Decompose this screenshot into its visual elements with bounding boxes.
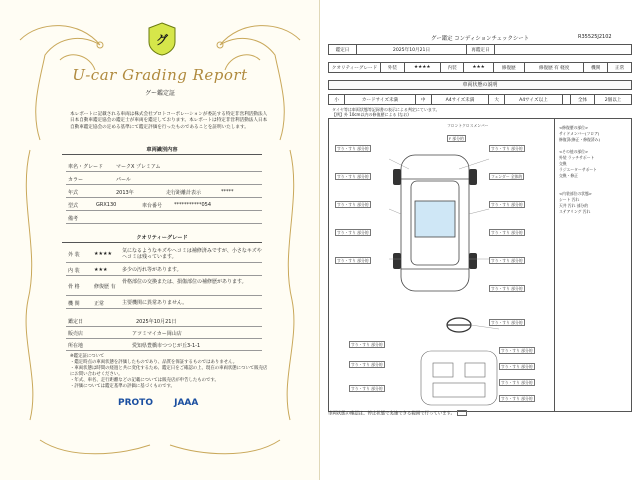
vehicle-row-color: カラー パール bbox=[66, 173, 262, 185]
diagram-label-0: フロントクロスメンバー bbox=[447, 123, 489, 128]
diagram-label-18: すり・すり 部分的 bbox=[501, 380, 533, 385]
section-vehicle-heading: 車両識別内容 bbox=[62, 146, 262, 155]
diagram-label-17: すり・すり 部分的 bbox=[501, 364, 533, 369]
vehicle-row-year: 年式 2013年 走行距離計表示 ***** bbox=[66, 186, 262, 198]
vehicle-row-model: 型式 GRX130 車台番号 ***********054 bbox=[66, 199, 262, 211]
jaaa-logo: JAAA bbox=[174, 398, 199, 408]
diagram-label-3: F 部分的 bbox=[449, 136, 464, 141]
address-row: 所在地 愛知県豊橋市つつじが丘3-1-1 bbox=[66, 339, 262, 351]
certificate-intro: 本レポートに記載される車両は株式会社プロトコーポレーションが委託する特定非営利活動法人日本自動車鑑定協会の鑑定士が車両を鑑定しております。本レポートは特定非営利活動法人日本自動車鑑定協会の定める基準にて鑑定評価を行ったものであることを証明いたします。 bbox=[70, 112, 268, 130]
quality-grade-table: クオリティーグレード 外装 ★★★★ 内装 ★★★ 修復歴 修復歴 有 軽度 機関 正常 bbox=[328, 62, 632, 73]
diagram-label-7: すり・すり 部分的 bbox=[491, 202, 523, 207]
diagram-label-8: すり・すり 部分的 bbox=[337, 230, 369, 235]
size-legend-table: 小 カードサイズ未満 中 A4サイズ未満 大 A4サイズ以上 全体 2個以上 bbox=[328, 94, 632, 105]
diagram-label-20: すり・すり 部分的 bbox=[501, 396, 533, 401]
vehicle-row-name: 車名・グレード マークX プレミアム bbox=[66, 160, 262, 172]
sheet-note-1: タイヤ等は車両状態等記録書の表示による判定にています。 bbox=[332, 107, 440, 112]
sheet-note-2: 【例】外 10cm以内の修復歴による (なお) bbox=[332, 112, 409, 117]
vehicle-row-remarks: 備考 bbox=[66, 212, 262, 224]
diagram-label-16: すり・すり 部分的 bbox=[501, 348, 533, 353]
diagram-label-4: すり・すり 部分的 bbox=[337, 174, 369, 179]
diagram-label-1: すり・すり 部分的 bbox=[337, 146, 369, 151]
sheet-footer-note: 車両状態の確認は、停止状態で実施できる範囲で行っています。 bbox=[328, 410, 467, 417]
condition-check-sheet bbox=[320, 0, 640, 480]
diagram-label-14: すり・すり 部分的 bbox=[351, 342, 383, 347]
sponsor-logos bbox=[118, 398, 198, 408]
condition-band: 車両状態の説明 bbox=[328, 80, 632, 90]
certificate-notes: ※鑑定証について ・鑑定時点の車両状態を評価したものであり、品質を保証するものではありません。 ・車両状態は時間の経過と共に変化するため、鑑定日をご確認の上、現在の車両状態について販売店にお問い合わせください。 ・年式、車名、走行距離などの記載については販売店が申告したものです。 ・評価については鑑定基準の評価に基づくものです。 bbox=[70, 354, 268, 389]
side-notes-panel: <修復歴の部位> サイドメンバー(フロア) 修復済(修正・修復済み) <その他の部位> 外装 ラッチサポート 交換 ラジエーターサポート 交換・修正 <内装部位の状態> シート 汚れ 天井 汚れ 部分的 ステアリング 汚れ bbox=[555, 118, 632, 412]
grade-row-frame: 骨 格 修復歴 有 骨格部位の交換または、損傷部位の補修歴があります。 bbox=[66, 276, 262, 296]
goo-kantei-badge-icon bbox=[147, 22, 177, 56]
diagram-label-10: すり・すり 部分的 bbox=[337, 258, 369, 263]
diagram-label-12: すり・すり 部分的 bbox=[491, 286, 523, 291]
diagram-label-2: すり・すり 部分的 bbox=[491, 146, 523, 151]
appraisal-date-table: 鑑定日 2025年10月21日 再鑑定日 bbox=[328, 44, 632, 55]
diagram-label-15: すり・すり 部分的 bbox=[351, 362, 383, 367]
grade-row-exterior: 外 装 ★★★★ 気になるようなキズやヘコミは補修済みですが、小さなキズやヘコミは残っています。 bbox=[66, 246, 262, 263]
certificate-subtitle: グー鑑定証 bbox=[144, 90, 175, 97]
diagram-label-13: すり・すり 部分的 bbox=[491, 320, 523, 325]
diagram-label-11: すり・すり 部分的 bbox=[491, 258, 523, 263]
certificate-title: U-car Grading Report bbox=[72, 66, 248, 84]
diagram-label-9: すり・すり 部分的 bbox=[491, 230, 523, 235]
sheet-title: グー鑑定 コンディションチェックシート bbox=[430, 36, 530, 42]
appraisal-date-row: 鑑定日 2025年10月21日 bbox=[66, 315, 262, 327]
diagram-label-19: すり・すり 部分的 bbox=[351, 386, 383, 391]
sheet-code: R35525J2102 bbox=[578, 34, 612, 40]
svg-text:グ: グ bbox=[155, 33, 169, 47]
diagram-label-5: フェンダー 全体的 bbox=[491, 174, 523, 179]
grade-row-interior: 内 装 ★★★ 多少の汚れ等があります。 bbox=[66, 263, 262, 276]
car-diagram-panel bbox=[328, 118, 555, 412]
footer-checkbox bbox=[457, 410, 467, 416]
grade-row-engine: 機 関 正常 主要機関に異常ありません。 bbox=[66, 296, 262, 309]
dealer-row: 販売店 アツミマイカー岡山店 bbox=[66, 327, 262, 339]
proto-logo: PROTO bbox=[118, 398, 153, 408]
diagram-label-6: すり・すり 部分的 bbox=[337, 202, 369, 207]
section-quality-heading: クオリティーグレード bbox=[62, 234, 262, 243]
